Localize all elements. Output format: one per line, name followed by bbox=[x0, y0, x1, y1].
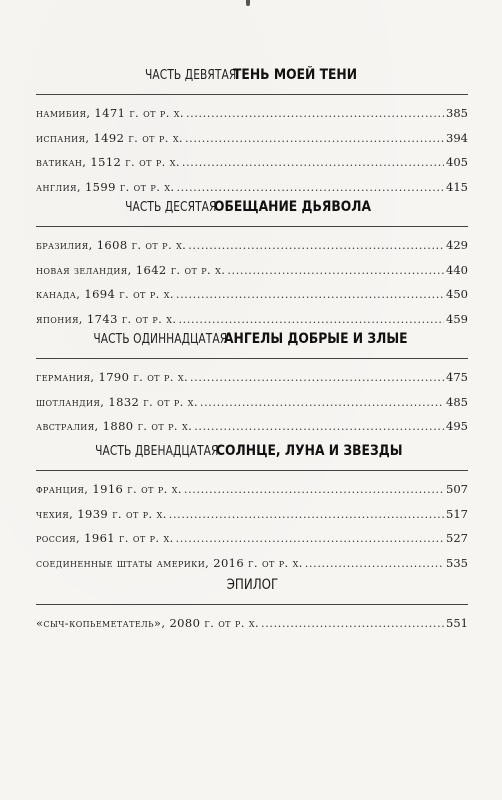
page-number: 551 bbox=[446, 616, 468, 630]
chapter-title: «сыч-копьеметатель», 2080 г. от р. х. bbox=[36, 616, 259, 630]
part-title: СОЛНЦЕ, ЛУНА И ЗВЕЗДЫ bbox=[216, 443, 403, 459]
section-heading bbox=[36, 572, 468, 596]
chapter-title: шотландия, 1832 г. от р. х. bbox=[36, 394, 198, 409]
chapter-list bbox=[36, 477, 468, 575]
page-number: 440 bbox=[446, 262, 468, 277]
page-number: 450 bbox=[446, 287, 468, 302]
chapter-list bbox=[36, 365, 468, 439]
chapter-entry[interactable] bbox=[36, 526, 468, 551]
chapter-entry[interactable] bbox=[36, 414, 468, 439]
chapter-entry[interactable] bbox=[36, 258, 468, 283]
chapter-title: германия, 1790 г. от р. х. bbox=[36, 370, 189, 384]
chapter-entry[interactable] bbox=[36, 365, 468, 390]
dot-leader bbox=[200, 391, 444, 416]
dot-leader bbox=[227, 259, 444, 284]
chapter-entry[interactable] bbox=[36, 150, 468, 175]
epilog-title: ЭПИЛОГ bbox=[226, 577, 278, 593]
chapter-title: англия, 1599 г. от р. х. bbox=[36, 179, 175, 194]
page-top-mark bbox=[246, 0, 250, 6]
chapter-title: россия, 1961 г. от р. х. bbox=[36, 531, 174, 546]
page-number: 485 bbox=[446, 394, 468, 409]
toc-section-part-10 bbox=[36, 194, 468, 331]
chapter-entry[interactable] bbox=[36, 611, 468, 636]
chapter-title: чехия, 1939 г. от р. х. bbox=[36, 506, 167, 521]
dot-leader bbox=[184, 478, 444, 503]
toc-section-epilog bbox=[36, 572, 468, 636]
dot-leader bbox=[261, 612, 444, 637]
page-number: 507 bbox=[446, 482, 468, 496]
page-number: 495 bbox=[446, 419, 468, 434]
chapter-title: новая зеландия, 1642 г. от р. х. bbox=[36, 262, 226, 277]
page-number: 459 bbox=[446, 311, 468, 326]
section-heading bbox=[36, 438, 468, 462]
chapter-title: намибия, 1471 г. от р. х. bbox=[36, 106, 184, 120]
section-heading bbox=[36, 194, 468, 218]
part-title: ОБЕЩАНИЕ ДЬЯВОЛА bbox=[213, 199, 371, 215]
dot-leader bbox=[188, 234, 444, 259]
section-heading bbox=[36, 62, 468, 86]
dot-leader bbox=[169, 503, 444, 528]
part-title: АНГЕЛЫ ДОБРЫЕ И ЗЛЫЕ bbox=[224, 331, 408, 347]
chapter-title: япония, 1743 г. от р. х. bbox=[36, 311, 177, 326]
chapter-title: испания, 1492 г. от р. х. bbox=[36, 130, 183, 145]
chapter-title: франция, 1916 г. от р. х. bbox=[36, 482, 182, 496]
section-divider bbox=[36, 604, 468, 605]
section-divider bbox=[36, 226, 468, 227]
toc-section-part-9 bbox=[36, 62, 468, 199]
dot-leader bbox=[185, 127, 444, 152]
page-number: 394 bbox=[446, 130, 468, 145]
section-divider bbox=[36, 470, 468, 471]
dot-leader bbox=[176, 527, 444, 552]
chapter-entry[interactable] bbox=[36, 477, 468, 502]
section-heading bbox=[36, 326, 468, 350]
chapter-entry[interactable] bbox=[36, 233, 468, 258]
chapter-list bbox=[36, 611, 468, 636]
chapter-entry[interactable] bbox=[36, 101, 468, 126]
part-title: ТЕНЬ МОЕЙ ТЕНИ bbox=[233, 67, 358, 83]
page-number: 405 bbox=[446, 155, 468, 170]
chapter-list bbox=[36, 233, 468, 331]
chapter-title: канада, 1694 г. от р. х. bbox=[36, 287, 174, 302]
page-number: 385 bbox=[446, 106, 468, 120]
part-number-label: ЧАСТЬ ОДИННАДЦАТАЯ bbox=[93, 332, 228, 347]
page-number: 415 bbox=[446, 179, 468, 194]
section-divider bbox=[36, 358, 468, 359]
section-divider bbox=[36, 94, 468, 95]
chapter-title: бразилия, 1608 г. от р. х. bbox=[36, 238, 187, 252]
dot-leader bbox=[186, 102, 444, 127]
chapter-list bbox=[36, 101, 468, 199]
chapter-entry[interactable] bbox=[36, 126, 468, 151]
chapter-entry[interactable] bbox=[36, 390, 468, 415]
toc-section-part-11 bbox=[36, 326, 468, 439]
chapter-entry[interactable] bbox=[36, 282, 468, 307]
page-number: 429 bbox=[446, 238, 468, 252]
part-number-label: ЧАСТЬ ДВЕНАДЦАТАЯ bbox=[95, 444, 220, 459]
chapter-entry[interactable] bbox=[36, 502, 468, 527]
dot-leader bbox=[176, 283, 444, 308]
chapter-title: австралия, 1880 г. от р. х. bbox=[36, 419, 193, 434]
page-number: 517 bbox=[446, 506, 468, 521]
part-number-label: ЧАСТЬ ДЕВЯТАЯ bbox=[144, 68, 237, 83]
page-number: 475 bbox=[446, 370, 468, 384]
page-number: 527 bbox=[446, 531, 468, 546]
part-number-label: ЧАСТЬ ДЕСЯТАЯ bbox=[125, 200, 217, 215]
dot-leader bbox=[190, 366, 444, 391]
page-number: 535 bbox=[446, 555, 468, 570]
toc-section-part-12 bbox=[36, 438, 468, 575]
chapter-title: ватикан, 1512 г. от р. х. bbox=[36, 155, 180, 170]
chapter-title: соединенные штаты америки, 2016 г. от р. х. bbox=[36, 555, 303, 570]
dot-leader bbox=[194, 415, 444, 440]
dot-leader bbox=[182, 151, 444, 176]
